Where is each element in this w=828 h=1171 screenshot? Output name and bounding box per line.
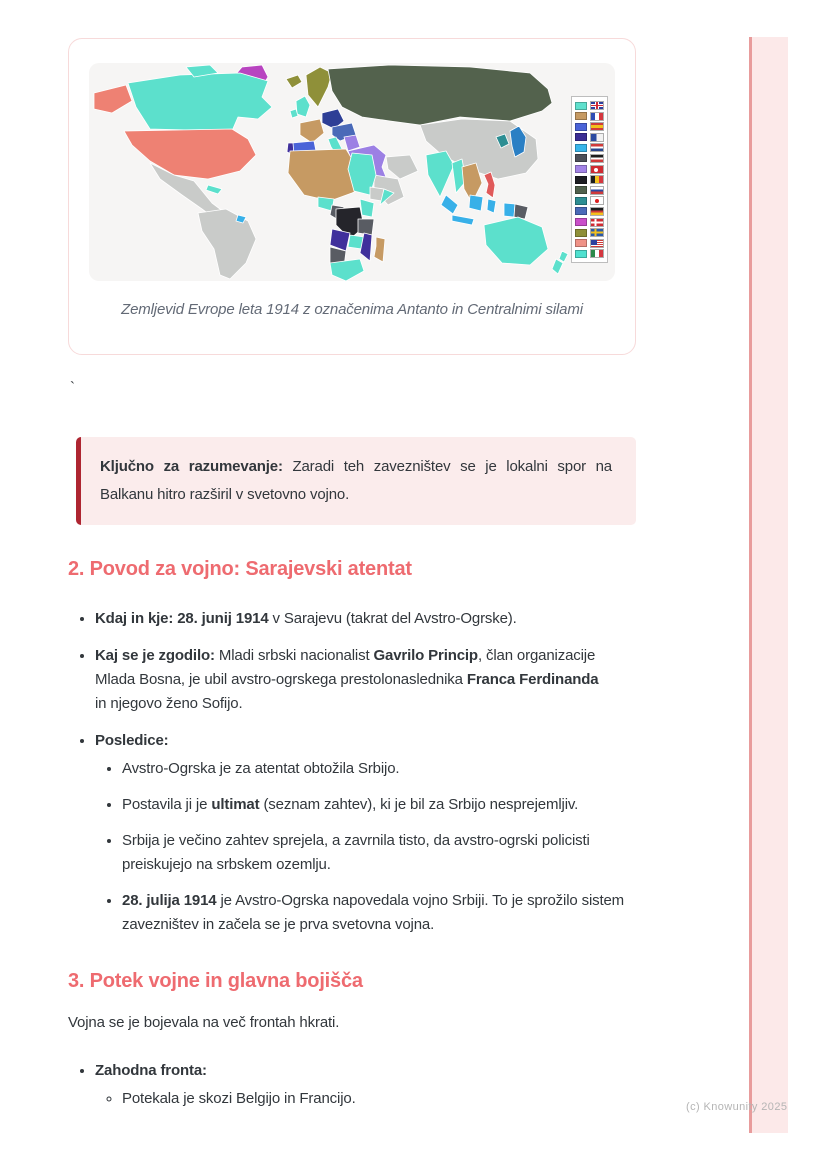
legend-color-swatch [575,197,587,205]
figure-caption: Zemljevid Evrope leta 1914 z označenima Antanto in Centralnimi silami [121,301,583,318]
legend-row [575,101,604,110]
legend-row [575,154,604,163]
world-map-svg [89,63,615,281]
section-3-heading: 3. Potek vojne in glavna bojišča [68,969,363,992]
callout-title: Ključno za razumevanje: [100,458,283,475]
germany-flag-icon [590,207,604,216]
section-3-intro: Vojna se je bojevala na več frontah hkrati. [68,1013,340,1031]
sweden-flag-icon [590,228,604,237]
map-figure-card [68,38,636,355]
legend-row [575,165,604,174]
key-takeaway-callout [76,437,636,525]
german-empire-flag-icon [590,154,604,163]
section-2-list [68,607,636,937]
japan-flag-icon [590,196,604,205]
section-3-list [68,1059,636,1111]
belgium-flag-icon [590,175,604,184]
legend-row [575,122,604,131]
portugal-flag-icon [590,133,604,142]
legend-color-swatch [575,133,587,141]
page-edge-bar [749,37,788,1133]
ottoman-flag-icon [590,165,604,174]
legend-color-swatch [575,165,587,173]
legend-row [575,228,604,237]
list-item-label: Posledice: [95,731,169,749]
stray-character: ` [70,379,75,396]
list-item: • Kaj se je zgodilo: Mladi srbski nacionalist Gavrilo Princip, član organizacije Mlada Bosna, je ubil avstro-ogrskega prestolonaslednika Franca Ferdinanda in njegovo ženo Sofijo. [95,644,600,716]
legend-row [575,207,604,216]
list-item: ◦ Potekala je skozi Belgijo in Francijo. [122,1087,636,1111]
map-legend [571,96,608,263]
list-item: • Srbija je večino zahtev sprejela, a zavrnila tisto, da avstro-ogrski policisti preiskujejo na srbskem ozemlju. [122,829,627,877]
legend-row [575,239,604,248]
section-2-heading: 2. Povod za vojno: Sarajevski atentat [68,557,412,580]
legend-color-swatch [575,176,587,184]
list-item: • 28. julija 1914 je Avstro-Ogrska napovedala vojno Srbiji. To je sprožilo sistem zavezništev in začela se je prva svetovna vojna. [122,889,627,937]
spain-flag-icon [590,122,604,131]
usa-flag-icon [590,239,604,248]
list-item-label: Zahodna fronta: [95,1061,207,1079]
legend-row [575,133,604,142]
legend-color-swatch [575,123,587,131]
list-item: • Kdaj in kje: 28. junij 1914 v Sarajevu (takrat del Avstro-Ogrske). [95,607,636,631]
legend-color-swatch [575,207,587,215]
netherlands-flag-icon [590,143,604,152]
legend-color-swatch [575,229,587,237]
legend-row [575,196,604,205]
denmark-flag-icon [590,218,604,227]
legend-color-swatch [575,144,587,152]
legend-row [575,175,604,184]
legend-color-swatch [575,102,587,110]
copyright-footer: (c) Knowunity 2025 [686,1101,788,1113]
legend-color-swatch [575,112,587,120]
russia-flag-icon [590,186,604,195]
list-item: • Avstro-Ogrska je za atentat obtožila Srbijo. [122,757,636,781]
legend-color-swatch [575,239,587,247]
document-page [68,38,636,1124]
western-front-sublist [95,1087,636,1111]
legend-row [575,186,604,195]
legend-row [575,218,604,227]
world-map-1914 [89,63,615,281]
legend-color-swatch [575,218,587,226]
uk-flag-icon [590,101,604,110]
legend-color-swatch [575,154,587,162]
consequences-sublist [95,757,636,937]
list-item [95,729,636,937]
italy-flag-icon [590,249,604,258]
legend-color-swatch [575,186,587,194]
legend-row [575,112,604,121]
legend-color-swatch [575,250,587,258]
legend-row [575,143,604,152]
list-item [95,1059,636,1111]
france-flag-icon [590,112,604,121]
list-item: • Postavila ji je ultimat (seznam zahtev), ki je bil za Srbijo nesprejemljiv. [122,793,636,817]
callout-text: Zaradi teh zavezništev se je lokalni spor na Balkanu hitro razširil v svetovno vojno. [100,458,613,503]
legend-row [575,249,604,258]
